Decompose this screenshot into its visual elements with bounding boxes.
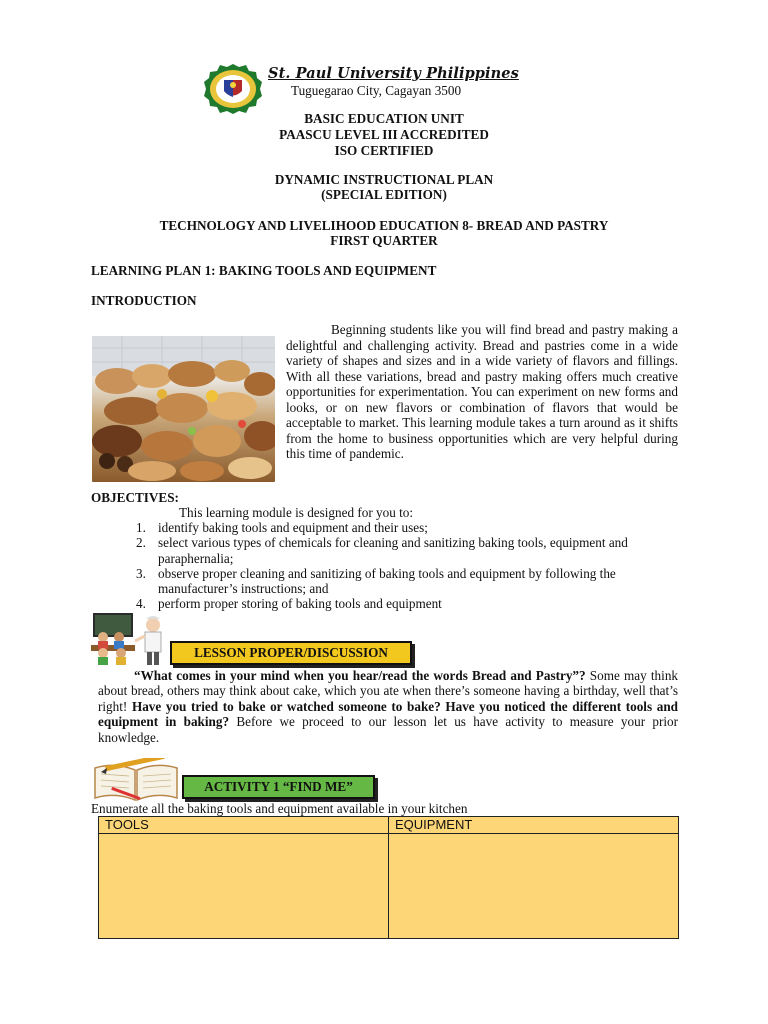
bread-and-pastry-photo bbox=[92, 336, 275, 482]
list-item-text: select various types of chemicals for cleaning and sanitizing baking tools, equipment and paraphernalia; bbox=[158, 535, 628, 566]
plan-title: DYNAMIC INSTRUCTIONAL PLAN bbox=[274, 172, 494, 187]
table-header-row bbox=[99, 817, 679, 834]
introduction-heading: INTRODUCTION bbox=[91, 293, 197, 308]
objectives-list bbox=[136, 520, 678, 612]
list-item-text: identify baking tools and equipment and their uses; bbox=[158, 520, 428, 535]
plan-edition: (SPECIAL EDITION) bbox=[321, 187, 447, 202]
header-line-paascu: PAASCU LEVEL III ACCREDITED bbox=[279, 127, 489, 142]
list-item bbox=[136, 596, 678, 611]
university-seal-icon bbox=[203, 64, 263, 114]
header-line-iso: ISO CERTIFIED bbox=[334, 143, 434, 158]
objectives-heading: OBJECTIVES: bbox=[91, 490, 179, 505]
activity-table bbox=[98, 816, 679, 939]
lesson-question-2: Have you tried to bake or watched someone to bake? Have you noticed the different tools and equipment in baking? bbox=[98, 698, 678, 730]
column-header-tools: TOOLS bbox=[99, 817, 389, 834]
lesson-proper-banner: LESSON PROPER/DISCUSSION bbox=[170, 641, 412, 665]
university-address: Tuguegarao City, Cagayan 3500 bbox=[291, 83, 462, 98]
list-item bbox=[136, 520, 678, 535]
open-book-pencil-icon bbox=[91, 758, 181, 803]
tools-answer-cell[interactable] bbox=[99, 834, 389, 939]
list-item-text: observe proper cleaning and sanitizing of baking tools and equipment by following the manufacturer’s instructions; and bbox=[158, 565, 616, 597]
column-header-equipment: EQUIPMENT bbox=[389, 817, 679, 834]
list-item-number: 2. bbox=[136, 535, 146, 551]
header-line-basic-education: BASIC EDUCATION UNIT bbox=[304, 111, 464, 126]
objectives-intro: This learning module is designed for you to: bbox=[179, 505, 414, 520]
list-item-text: perform proper storing of baking tools and equipment bbox=[158, 596, 442, 612]
lesson-question-1: “What comes in your mind when you hear/read the words Bread and Pastry”? bbox=[134, 668, 586, 683]
activity-banner: ACTIVITY 1 “FIND ME” bbox=[182, 775, 375, 799]
list-item-number: 1. bbox=[136, 520, 146, 535]
lesson-paragraph bbox=[98, 668, 678, 745]
introduction-text: Beginning students like you will find bread and pastry making a delightful and challenging activity. Bread and pastries come in a wide variety of shapes and sizes and in a wide variety of flavors and fillings. With all these variations, bread and pastry making offers much creative opportunities for experimentation. You can experiment on new forms and looks, or on new flavors or combination of flavors that would be acceptable to market. This learning module takes a turn around as it shifts from the home to business opportunities which are very helpful during this time of pandemic. bbox=[286, 322, 678, 461]
activity-instruction: Enumerate all the baking tools and equipment available in your kitchen bbox=[91, 801, 468, 816]
classroom-teacher-students-icon bbox=[91, 611, 169, 666]
list-item-number: 3. bbox=[136, 565, 146, 581]
lesson-text-1: Some may think about bread, others may think about cake, which you ate when there’s someone having a birthday, well that’s right! bbox=[98, 668, 679, 714]
table-row bbox=[99, 834, 679, 939]
lesson-text-2: Before we proceed to our lesson let us have activity to measure your prior knowledge. bbox=[98, 714, 678, 745]
subject-title: TECHNOLOGY AND LIVELIHOOD EDUCATION 8- BREAD AND PASTRY bbox=[159, 218, 609, 233]
list-item-number: 4. bbox=[136, 596, 146, 612]
list-item bbox=[136, 535, 678, 566]
quarter-title: FIRST QUARTER bbox=[330, 233, 438, 248]
list-item bbox=[136, 566, 678, 597]
university-name: St. Paul University Philippines bbox=[268, 65, 519, 82]
introduction-paragraph bbox=[286, 322, 678, 462]
learning-plan-title: LEARNING PLAN 1: BAKING TOOLS AND EQUIPMENT bbox=[91, 263, 437, 278]
equipment-answer-cell[interactable] bbox=[389, 834, 679, 939]
